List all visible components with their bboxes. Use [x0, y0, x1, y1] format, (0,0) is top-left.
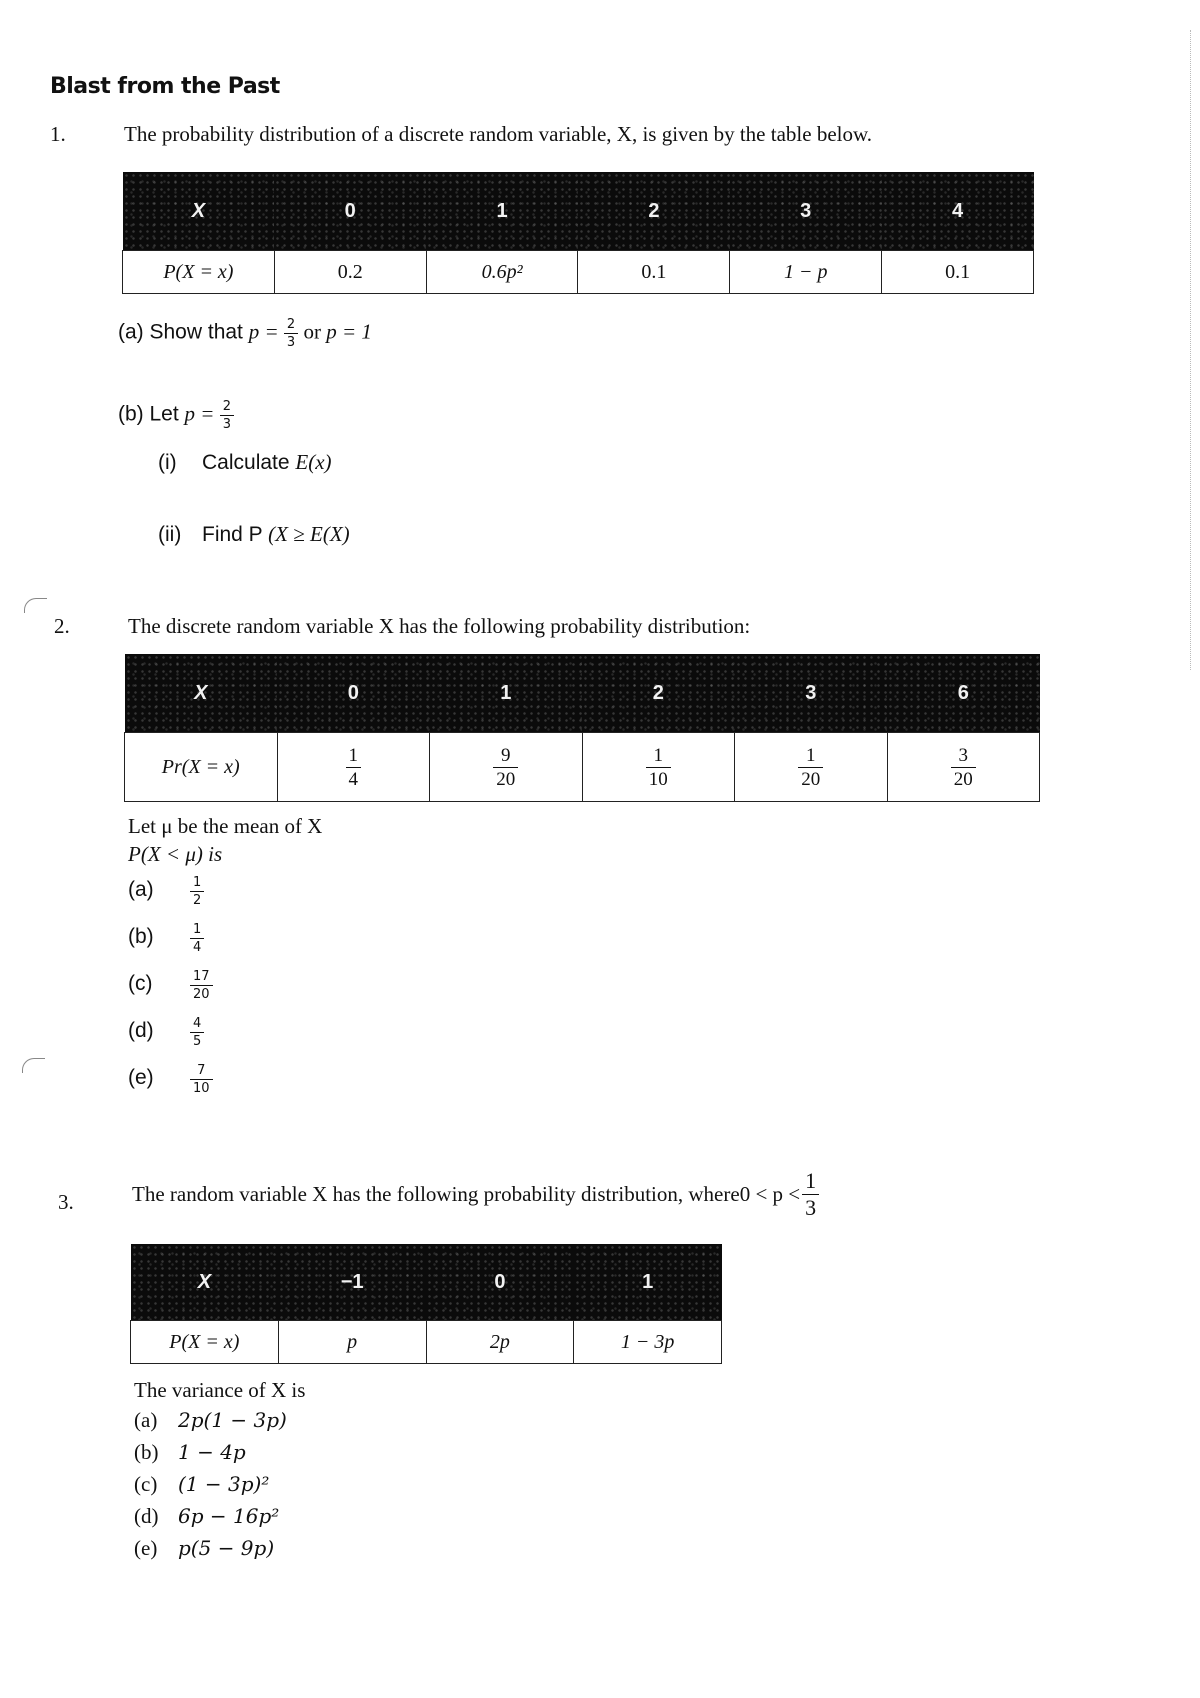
- q1-part-b-ii-math: (X ≥ E(X): [268, 522, 350, 546]
- fraction-numerator: 1: [348, 744, 358, 766]
- page-heading: Blast from the Past: [50, 74, 280, 99]
- q1-part-b-i-label: (i): [158, 451, 177, 474]
- q1-value-cell: 0.2: [274, 251, 426, 294]
- fraction-denominator: 3: [802, 1194, 819, 1219]
- fraction-numerator: 7: [197, 1063, 206, 1078]
- q1-stem: The probability distribution of a discrete random variable, X, is given by the table below.: [124, 122, 873, 146]
- q1-header-cell: 4: [882, 172, 1034, 251]
- q1-part-a-prefix: (a) Show that: [118, 320, 249, 344]
- q2-header-cell: X: [125, 654, 278, 733]
- q1-value-cell: 0.1: [578, 251, 730, 294]
- fraction-numerator: 2: [222, 399, 231, 414]
- option-expression: 2p(1 − 3p): [178, 1408, 287, 1432]
- fraction-denominator: 4: [346, 767, 362, 789]
- fraction-denominator: 4: [190, 938, 204, 954]
- fraction-denominator: 10: [646, 767, 671, 789]
- q2-option-d: [128, 1017, 204, 1048]
- q1-header-cell: X: [123, 172, 275, 251]
- q3-row-label: P(X = x): [131, 1321, 279, 1364]
- q3-value-cell: 2p: [426, 1321, 574, 1364]
- q1-part-b-fraction: [220, 400, 234, 431]
- option-label: (d): [134, 1504, 159, 1528]
- q1-table-value-row: [123, 251, 1034, 294]
- option-label: (b): [134, 1440, 159, 1464]
- q1-table-header-row: [123, 172, 1034, 251]
- q1-header-cell: 3: [730, 172, 882, 251]
- q3-header-cell: 0: [426, 1244, 574, 1321]
- q1-row-label: P(X = x): [123, 251, 275, 294]
- q3-header-cell: 1: [574, 1244, 722, 1321]
- fraction-numerator: 1: [805, 1168, 817, 1193]
- fraction-numerator: 4: [193, 1016, 202, 1031]
- q1-value-cell: 0.6p²: [426, 251, 578, 294]
- q2-line-1: Let μ be the mean of X: [128, 814, 323, 838]
- q2-option-b: [128, 923, 204, 954]
- fraction-denominator: 3: [220, 415, 234, 431]
- fraction-numerator: 1: [806, 744, 816, 766]
- option-expression: 1 − 4p: [178, 1440, 246, 1464]
- option-label: (a): [128, 878, 154, 902]
- q2-distribution-table: [124, 654, 1040, 802]
- fraction-numerator: 1: [193, 875, 202, 890]
- fraction-denominator: 20: [493, 767, 518, 789]
- option-expression: p(5 − 9p): [178, 1536, 275, 1560]
- option-label: (e): [128, 1066, 154, 1090]
- q2-table-header-row: [125, 654, 1040, 733]
- q1-header-cell: 1: [426, 172, 578, 251]
- q3-value-cell: p: [278, 1321, 426, 1364]
- q3-header-cell: X: [131, 1244, 279, 1321]
- q1-part-b: [118, 400, 234, 431]
- q3-distribution-table: [130, 1244, 722, 1364]
- option-expression: (1 − 3p)²: [178, 1472, 270, 1496]
- q3-stem-text: The random variable X has the following probability distribution, where: [132, 1182, 740, 1206]
- q3-stem: [132, 1170, 1132, 1219]
- q1-part-a-fraction: [284, 318, 298, 349]
- fraction-denominator: 20: [951, 767, 976, 789]
- q1-part-b-i: [158, 450, 332, 475]
- q3-option-b: [134, 1440, 246, 1465]
- q3-line-1: The variance of X is: [134, 1378, 306, 1402]
- margin-mark: [24, 598, 47, 613]
- q3-option-c: [134, 1472, 269, 1497]
- q2-option-c: [128, 970, 213, 1001]
- fraction-numerator: 17: [193, 969, 210, 984]
- fraction-denominator: 20: [190, 985, 213, 1001]
- q1-part-a-mid: or: [298, 319, 327, 344]
- q1-part-b-prefix: (b) Let: [118, 402, 185, 426]
- option-label: (c): [134, 1472, 158, 1496]
- fraction-denominator: 3: [284, 333, 298, 349]
- q1-part-b-p: p =: [184, 401, 220, 426]
- q3-option-e: [134, 1536, 274, 1561]
- q1-part-a-p1: p =: [248, 319, 284, 344]
- fraction-denominator: 10: [190, 1079, 213, 1095]
- q2-line-2: P(X < μ) is: [128, 842, 223, 866]
- fraction-denominator: 2: [190, 891, 204, 907]
- option-label: (c): [128, 972, 153, 996]
- q1-part-b-ii-label: (ii): [158, 523, 182, 546]
- margin-mark: [22, 1058, 45, 1073]
- q2-option-a: [128, 876, 204, 907]
- option-label: (e): [134, 1536, 158, 1560]
- q2-header-cell: 1: [430, 654, 583, 733]
- q3-option-d: [134, 1504, 279, 1529]
- q1-value-cell: 0.1: [882, 251, 1034, 294]
- q1-number: 1.: [50, 122, 66, 146]
- fraction-numerator: 1: [193, 922, 202, 937]
- q2-value-cell: [430, 733, 583, 802]
- q1-value-cell: 1 − p: [730, 251, 882, 294]
- option-expression: 6p − 16p²: [178, 1504, 280, 1528]
- q3-option-a: [134, 1408, 287, 1433]
- q1-part-b-ii: [158, 522, 350, 547]
- q2-option-e: [128, 1064, 213, 1095]
- q2-header-cell: 6: [887, 654, 1040, 733]
- q2-value-cell: [887, 733, 1040, 802]
- q2-value-cell: [277, 733, 430, 802]
- fraction-denominator: 5: [190, 1032, 204, 1048]
- fraction-numerator: 3: [958, 744, 968, 766]
- q3-stem-condition: 0 < p <: [739, 1182, 801, 1206]
- q1-header-cell: 0: [274, 172, 426, 251]
- option-label: (d): [128, 1019, 154, 1043]
- q1-distribution-table: [122, 172, 1034, 294]
- option-label: (b): [128, 925, 154, 949]
- q2-table-value-row: [125, 733, 1040, 802]
- q2-header-cell: 2: [582, 654, 735, 733]
- q3-table-value-row: [131, 1321, 722, 1364]
- q2-value-cell: [582, 733, 735, 802]
- q1-part-a: [118, 318, 372, 349]
- q2-number: 2.: [54, 614, 70, 638]
- q2-value-cell: [735, 733, 888, 802]
- q3-header-cell: −1: [278, 1244, 426, 1321]
- q3-table-header-row: [131, 1244, 722, 1321]
- q1-part-b-i-text: Calculate: [202, 451, 296, 474]
- q1-part-b-i-math: E(x): [295, 450, 332, 474]
- option-label: (a): [134, 1408, 158, 1432]
- fraction-numerator: 9: [501, 744, 511, 766]
- scan-edge-artifact: [1190, 30, 1193, 670]
- fraction-denominator: 20: [798, 767, 823, 789]
- q1-part-a-p2: p = 1: [326, 319, 372, 344]
- q1-header-cell: 2: [578, 172, 730, 251]
- q3-value-cell: 1 − 3p: [574, 1321, 722, 1364]
- fraction-numerator: 2: [286, 317, 296, 332]
- q1-part-b-ii-text: Find P: [202, 523, 269, 546]
- q2-row-label: Pr(X = x): [125, 733, 278, 802]
- q2-header-cell: 0: [277, 654, 430, 733]
- q2-header-cell: 3: [735, 654, 888, 733]
- fraction-numerator: 1: [653, 744, 663, 766]
- q3-number: 3.: [58, 1190, 74, 1214]
- q2-stem: The discrete random variable X has the following probability distribution:: [128, 614, 751, 638]
